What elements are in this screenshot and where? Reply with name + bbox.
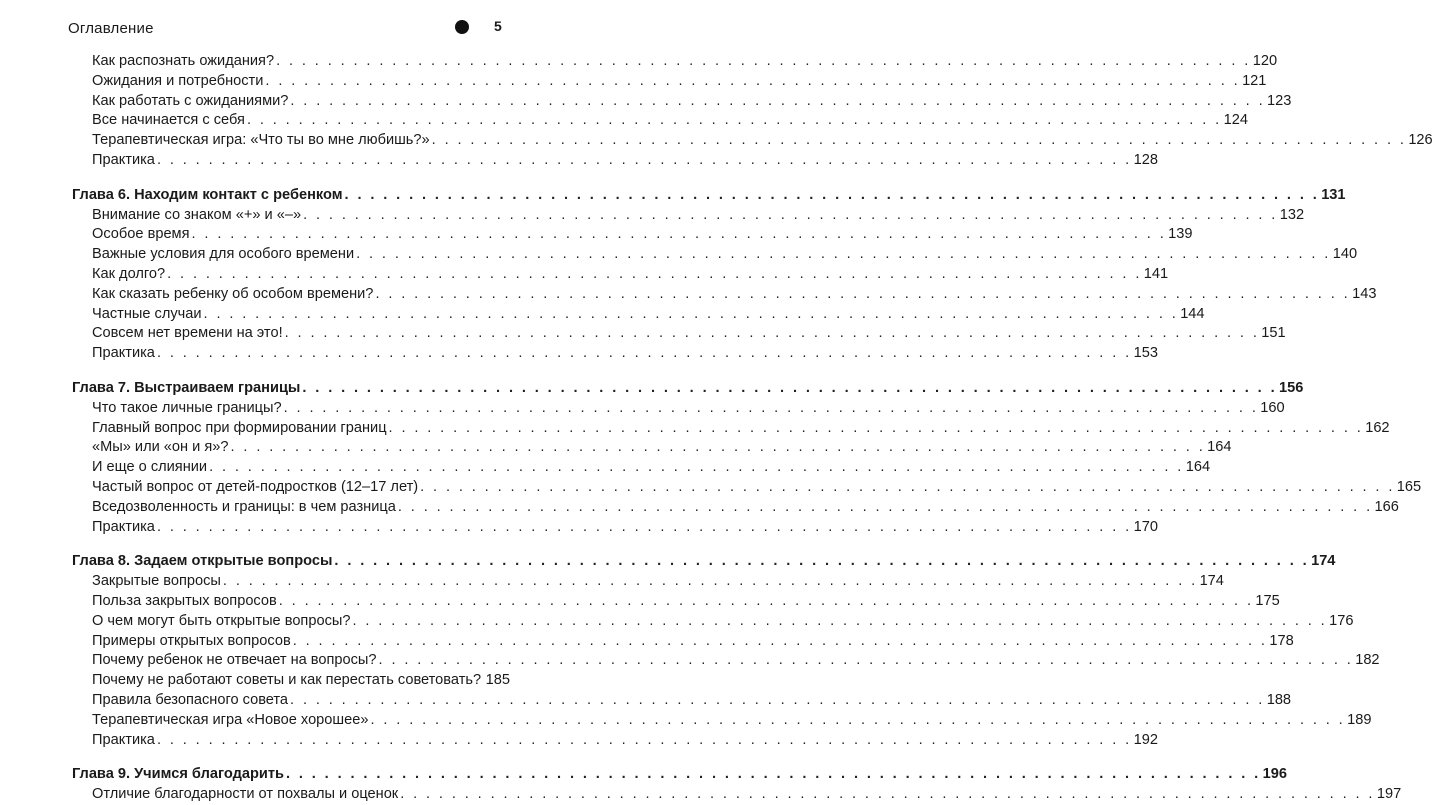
dot-leader: [483, 671, 484, 691]
toc-entry-page: 162: [1365, 419, 1390, 436]
toc-entry-page: 174: [1199, 573, 1224, 590]
toc-entry-page: 164: [1207, 439, 1232, 456]
toc-section-row: [0, 245, 1358, 265]
toc-section-row: [0, 324, 1286, 344]
toc-section-row: [0, 731, 1158, 751]
toc-entry-page: 140: [1332, 246, 1358, 263]
toc-chapter-row: [0, 552, 1336, 572]
toc-section-row: [0, 265, 1169, 285]
dot-leader: [375, 285, 1350, 305]
toc-entry-title: Практика: [92, 518, 155, 535]
toc-entry-page: 185: [485, 672, 510, 689]
toc-entry-page: 196: [1262, 766, 1287, 783]
toc-entry-title: Глава 7. Выстраиваем границы: [72, 379, 301, 396]
toc-entry-page: 170: [1133, 518, 1158, 535]
dot-leader: [420, 478, 1395, 498]
dot-leader: [432, 131, 1407, 151]
toc-section-row: [0, 344, 1158, 364]
toc-section-row: [0, 612, 1354, 632]
toc-entry-title: Почему ребенок не отвечает на вопросы?: [92, 652, 377, 669]
dot-leader: [284, 399, 1259, 419]
toc-entry-page: 174: [1311, 553, 1336, 570]
toc-entry-page: 189: [1347, 711, 1372, 728]
toc-entry-title: Частные случаи: [92, 305, 202, 322]
toc-entry-page: 151: [1261, 325, 1286, 342]
toc-entry-title: Правила безопасного совета: [92, 691, 289, 708]
toc-entry-page: 123: [1267, 92, 1292, 109]
dot-leader: [209, 458, 1184, 478]
toc-entry-page: 165: [1396, 478, 1422, 495]
toc-entry-page: 175: [1255, 592, 1280, 609]
toc-entry-title: Терапевтическая игра «Новое хорошее»: [92, 711, 369, 728]
toc-entry-title: Ожидания и потребности: [92, 72, 264, 89]
toc-entry-title: Как работать с ожиданиями?: [92, 92, 289, 109]
dot-leader: [345, 186, 1320, 206]
dot-leader: [303, 206, 1278, 226]
toc-entry-title: Как долго?: [92, 265, 166, 282]
toc-entry-title: О чем могут быть открытые вопросы?: [92, 612, 351, 629]
toc-entry-title: «Мы» или «он и я»?: [92, 439, 229, 456]
toc-section-row: [0, 285, 1377, 305]
dot-leader: [247, 111, 1222, 131]
toc-entry-title: Практика: [92, 151, 155, 168]
toc-entry-title: Все начинается с себя: [92, 112, 245, 129]
toc-entry-title: Почему не работают советы и как перестать советовать?: [92, 672, 482, 689]
toc-gap: [0, 364, 600, 379]
dot-leader: [231, 438, 1206, 458]
toc-section-row: [0, 632, 1294, 652]
toc-entry-page: 143: [1352, 285, 1377, 302]
toc-section-row: [0, 92, 1292, 112]
toc-entry-page: 120: [1252, 53, 1278, 69]
toc-section-row: [0, 52, 1278, 72]
toc-section-row: [0, 419, 1390, 439]
toc-chapter-row: [0, 765, 1287, 785]
dot-leader: [276, 52, 1251, 72]
toc-entry-page: 121: [1242, 72, 1267, 89]
toc-section-row: [0, 691, 1292, 711]
toc-entry-title: И еще о слиянии: [92, 459, 208, 476]
dot-leader: [157, 518, 1132, 538]
bullet-mark: [455, 20, 469, 34]
toc-chapter-row: [0, 379, 1304, 399]
toc-section-row: [0, 438, 1232, 458]
dot-leader: [204, 305, 1179, 325]
dot-leader: [293, 632, 1268, 652]
toc-entry-page: 178: [1269, 632, 1294, 649]
dot-leader: [286, 765, 1261, 785]
toc-section-row: [0, 592, 1280, 612]
dot-leader: [290, 92, 1265, 112]
toc-section-row: [0, 206, 1305, 226]
toc-entry-page: 182: [1355, 652, 1380, 669]
toc-entry-page: 176: [1329, 612, 1354, 629]
dot-leader: [223, 572, 1198, 592]
toc-entry-title: Терапевтическая игра: «Что ты во мне любишь?»: [92, 132, 430, 149]
running-head: Оглавление: [68, 20, 154, 37]
toc-entry-title: Как сказать ребенку об особом времени?: [92, 285, 374, 302]
toc-entry-page: 192: [1133, 731, 1158, 748]
dot-leader: [356, 245, 1331, 265]
toc-section-row: [0, 785, 1402, 805]
toc-section-row: [0, 498, 1399, 518]
toc-section-row: [0, 671, 600, 691]
toc-gap: [0, 750, 600, 765]
toc-section-row: [0, 131, 1433, 151]
toc-section-row: [0, 711, 1372, 731]
dot-leader: [398, 498, 1373, 518]
dot-leader: [167, 265, 1142, 285]
toc-entry-page: 124: [1223, 112, 1248, 129]
toc-entry-title: Глава 8. Задаем открытые вопросы: [72, 553, 333, 570]
toc-entry-page: 160: [1260, 399, 1285, 416]
dot-leader: [265, 72, 1240, 92]
toc-entry-title: Примеры открытых вопросов: [92, 632, 291, 649]
toc-section-row: [0, 151, 1158, 171]
toc-entry-page: 126: [1408, 132, 1433, 149]
dot-leader: [400, 785, 1375, 805]
toc-entry-title: Практика: [92, 345, 155, 362]
page-number: 5: [494, 18, 502, 34]
toc-chapter-row: [0, 186, 1346, 206]
toc-gap: [0, 537, 600, 552]
dot-leader: [379, 651, 1354, 671]
toc-entry-title: Главный вопрос при формировании границ: [92, 419, 387, 436]
dot-leader: [302, 379, 1277, 399]
toc-entry-page: 188: [1266, 691, 1292, 708]
dot-leader: [352, 612, 1327, 632]
toc-gap: [0, 171, 600, 186]
toc-entry-title: Как распознать ожидания?: [92, 53, 275, 69]
toc-entry-title: Частый вопрос от детей-подростков (12–17 лет): [92, 478, 419, 495]
toc-entry-title: Особое время: [92, 226, 190, 243]
toc-entry-page: 131: [1321, 186, 1346, 203]
toc-entry-page: 153: [1133, 345, 1158, 362]
dot-leader: [370, 711, 1345, 731]
toc-entry-page: 166: [1374, 498, 1399, 515]
toc-entry-title: Польза закрытых вопросов: [92, 592, 277, 609]
toc-entry-title: Глава 9. Учимся благодарить: [72, 766, 284, 783]
toc-section-row: [0, 305, 1205, 325]
toc-entry-page: 156: [1279, 379, 1304, 396]
toc-section-row: [0, 572, 1224, 592]
toc-entry-title: Отличие благодарности от похвалы и оценок: [92, 786, 399, 803]
toc-entry-page: 197: [1376, 786, 1402, 803]
toc-section-row: [0, 458, 1211, 478]
dot-leader: [279, 592, 1254, 612]
toc-section-row: [0, 111, 1248, 131]
dot-leader: [157, 344, 1132, 364]
toc-entry-page: 139: [1168, 226, 1193, 243]
toc-entry-title: Закрытые вопросы: [92, 573, 221, 590]
table-of-contents: [0, 52, 1433, 805]
dot-leader: [334, 552, 1309, 572]
toc-entry-page: 164: [1185, 459, 1211, 476]
toc-entry-title: Вседозволенность и границы: в чем разница: [92, 498, 396, 515]
toc-entry-title: Практика: [92, 731, 155, 748]
toc-section-row: [0, 225, 1193, 245]
toc-section-row: [0, 518, 1158, 538]
toc-entry-title: Совсем нет времени на это!: [92, 325, 283, 342]
dot-leader: [157, 731, 1132, 751]
toc-entry-title: Что такое личные границы?: [92, 399, 282, 416]
toc-entry-title: Внимание со знаком «+» и «–»: [92, 206, 302, 223]
dot-leader: [290, 691, 1265, 711]
dot-leader: [389, 419, 1364, 439]
toc-section-row: [0, 399, 1285, 419]
toc-entry-page: 128: [1133, 151, 1158, 168]
toc-section-row: [0, 478, 1422, 498]
toc-entry-page: 141: [1143, 265, 1169, 282]
dot-leader: [192, 225, 1167, 245]
dot-leader: [157, 151, 1132, 171]
toc-section-row: [0, 651, 1380, 671]
toc-section-row: [0, 72, 1267, 92]
toc-entry-title: Глава 6. Находим контакт с ребенком: [72, 186, 343, 203]
toc-entry-page: 132: [1279, 206, 1305, 223]
dot-leader: [285, 324, 1260, 344]
toc-entry-page: 144: [1180, 305, 1205, 322]
toc-entry-title: Важные условия для особого времени: [92, 246, 355, 263]
